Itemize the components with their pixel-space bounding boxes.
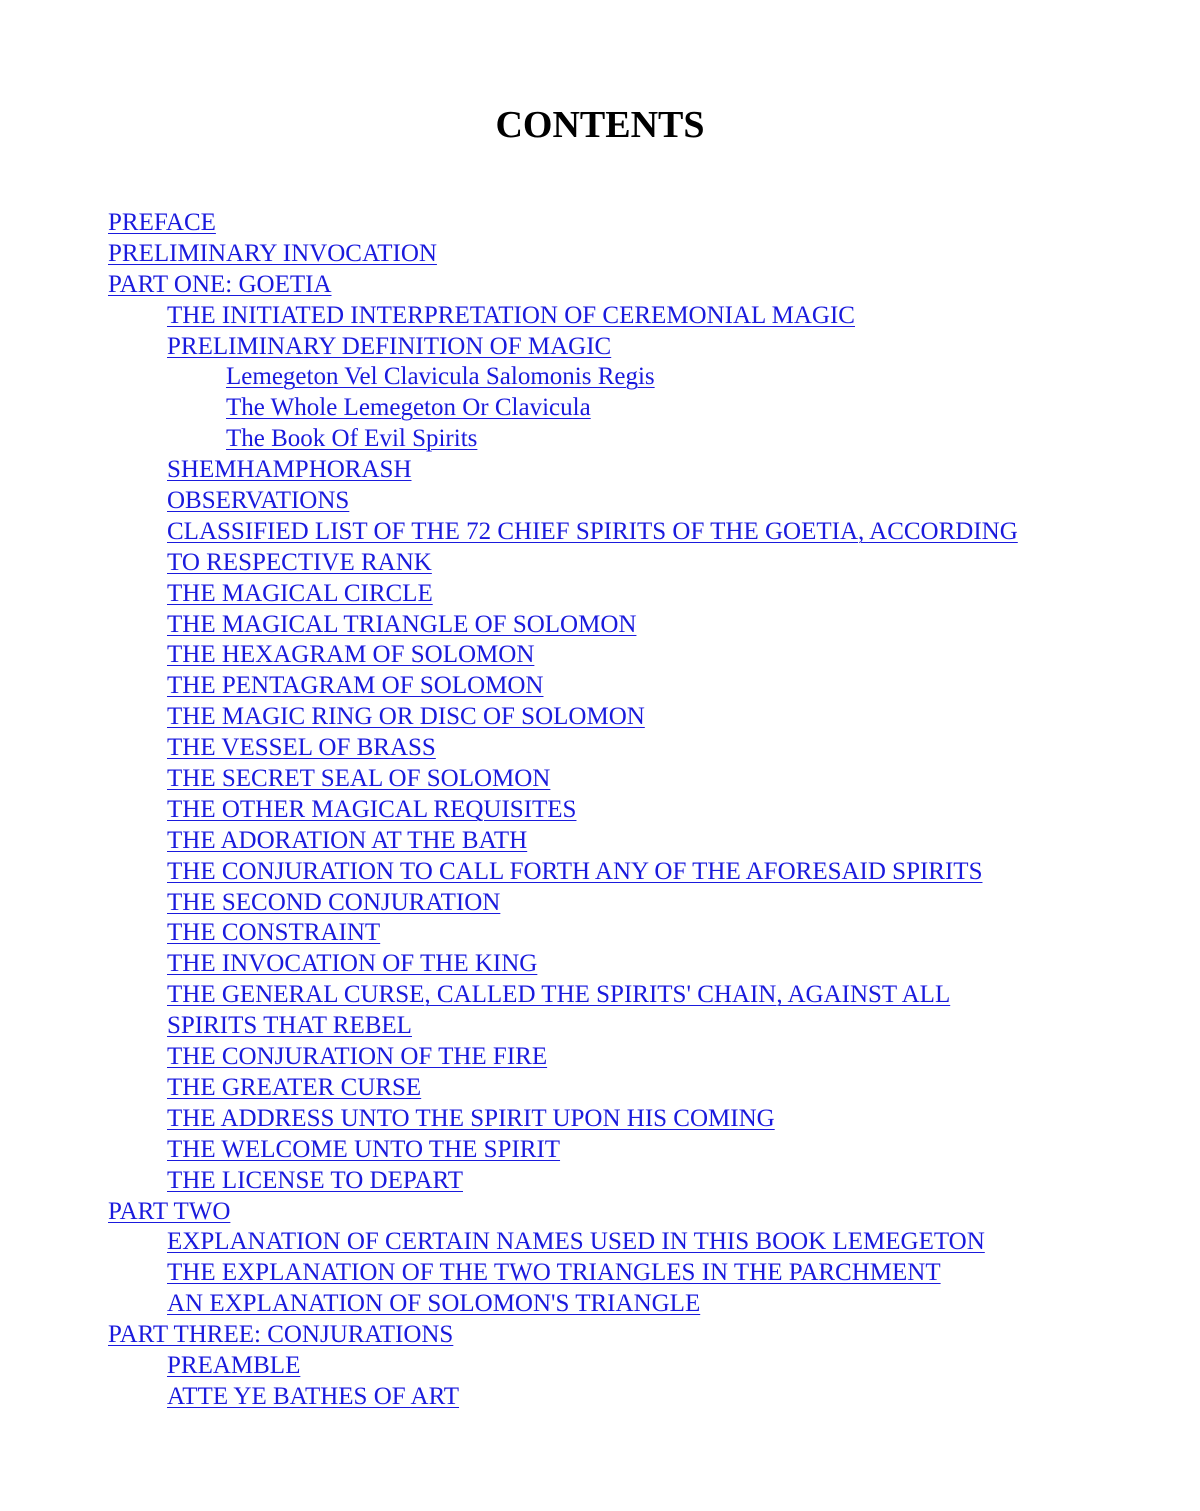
toc-item	[108, 1135, 1168, 1166]
toc-item	[108, 1289, 1168, 1320]
toc-item	[108, 610, 1168, 641]
toc-link[interactable]: THE INITIATED INTERPRETATION OF CEREMONIAL MAGIC	[167, 301, 855, 329]
toc-item	[108, 826, 1168, 857]
toc-link[interactable]: OBSERVATIONS	[167, 487, 350, 515]
toc-link[interactable]: SPIRITS THAT REBEL	[167, 1012, 412, 1040]
toc-item	[108, 1104, 1168, 1135]
toc-link[interactable]: CLASSIFIED LIST OF THE 72 CHIEF SPIRITS OF THE GOETIA, ACCORDING	[167, 517, 1018, 545]
toc-link[interactable]: THE CONJURATION OF THE FIRE	[167, 1043, 548, 1071]
toc-link[interactable]: THE GREATER CURSE	[167, 1073, 422, 1101]
toc-link[interactable]: THE OTHER MAGICAL REQUISITES	[167, 795, 577, 823]
toc-item	[108, 764, 1168, 795]
toc-link[interactable]: PRELIMINARY DEFINITION OF MAGIC	[167, 332, 612, 360]
toc-item	[108, 1382, 1168, 1413]
toc-item	[108, 733, 1168, 764]
toc-link[interactable]: PRELIMINARY INVOCATION	[108, 239, 437, 267]
toc-item	[108, 393, 1168, 424]
toc-link[interactable]: THE WELCOME UNTO THE SPIRIT	[167, 1135, 561, 1163]
toc-item	[108, 548, 1168, 579]
toc-link[interactable]: THE SECRET SEAL OF SOLOMON	[167, 765, 551, 793]
toc-item	[108, 455, 1168, 486]
toc-item	[108, 1166, 1168, 1197]
toc-item	[108, 517, 1168, 548]
toc-link[interactable]: The Book Of Evil Spirits	[226, 425, 478, 453]
toc-link[interactable]: ATTE YE BATHES OF ART	[167, 1382, 460, 1410]
toc-link[interactable]: The Whole Lemegeton Or Clavicula	[226, 394, 591, 422]
toc-item	[108, 888, 1168, 919]
toc-link[interactable]: SHEMHAMPHORASH	[167, 456, 412, 484]
toc-link[interactable]: THE VESSEL OF BRASS	[167, 734, 436, 762]
toc-link[interactable]: THE ADORATION AT THE BATH	[167, 826, 528, 854]
toc-link[interactable]: PART TWO	[108, 1197, 231, 1225]
toc-item	[108, 332, 1168, 363]
toc-item	[108, 980, 1168, 1011]
toc-item	[108, 301, 1168, 332]
toc-link[interactable]: PREFACE	[108, 209, 216, 236]
toc-item	[108, 362, 1168, 393]
toc-item	[108, 1320, 1168, 1351]
toc-item	[108, 918, 1168, 949]
toc-item	[108, 270, 1168, 301]
toc-link[interactable]: THE HEXAGRAM OF SOLOMON	[167, 641, 535, 669]
toc-link[interactable]: THE ADDRESS UNTO THE SPIRIT UPON HIS COMING	[167, 1104, 775, 1132]
toc-link[interactable]: THE CONJURATION TO CALL FORTH ANY OF THE AFORESAID SPIRITS	[167, 857, 983, 885]
toc-item	[108, 857, 1168, 888]
toc-item	[108, 1351, 1168, 1382]
toc-link[interactable]: THE MAGICAL TRIANGLE OF SOLOMON	[167, 610, 637, 638]
toc-link[interactable]: AN EXPLANATION OF SOLOMON'S TRIANGLE	[167, 1290, 701, 1318]
toc-item	[108, 640, 1168, 671]
toc-item	[108, 1227, 1168, 1258]
toc-link[interactable]: PART THREE: CONJURATIONS	[108, 1321, 454, 1349]
table-of-contents	[108, 208, 1168, 1413]
toc-link[interactable]: THE MAGICAL CIRCLE	[167, 579, 433, 607]
toc-link[interactable]: THE LICENSE TO DEPART	[167, 1166, 463, 1194]
toc-item	[108, 1197, 1168, 1228]
toc-item	[108, 1011, 1168, 1042]
toc-link[interactable]: THE MAGIC RING OR DISC OF SOLOMON	[167, 703, 645, 731]
toc-item	[108, 795, 1168, 826]
toc-link[interactable]: THE GENERAL CURSE, CALLED THE SPIRITS' CHAIN, AGAINST ALL	[167, 981, 951, 1009]
toc-item	[108, 239, 1168, 270]
toc-link[interactable]: Lemegeton Vel Clavicula Salomonis Regis	[226, 363, 655, 391]
toc-item	[108, 1042, 1168, 1073]
toc-item	[108, 424, 1168, 455]
toc-link[interactable]: TO RESPECTIVE RANK	[167, 548, 432, 576]
toc-item	[108, 671, 1168, 702]
toc-link[interactable]: THE INVOCATION OF THE KING	[167, 950, 538, 978]
toc-link[interactable]: THE CONSTRAINT	[167, 919, 381, 947]
toc-item	[108, 486, 1168, 517]
toc-link[interactable]: THE SECOND CONJURATION	[167, 888, 501, 916]
toc-item	[108, 702, 1168, 733]
toc-item	[108, 1073, 1168, 1104]
toc-link[interactable]: PREAMBLE	[167, 1351, 301, 1379]
toc-item	[108, 1258, 1168, 1289]
toc-link[interactable]: THE EXPLANATION OF THE TWO TRIANGLES IN THE PARCHMENT	[167, 1259, 941, 1287]
page-title: CONTENTS	[495, 104, 705, 146]
toc-item	[108, 949, 1168, 980]
toc-item	[108, 208, 1168, 239]
toc-link[interactable]: THE PENTAGRAM OF SOLOMON	[167, 672, 544, 700]
toc-item	[108, 579, 1168, 610]
toc-link[interactable]: EXPLANATION OF CERTAIN NAMES USED IN THIS BOOK LEMEGETON	[167, 1228, 985, 1256]
toc-link[interactable]: PART ONE: GOETIA	[108, 270, 332, 298]
